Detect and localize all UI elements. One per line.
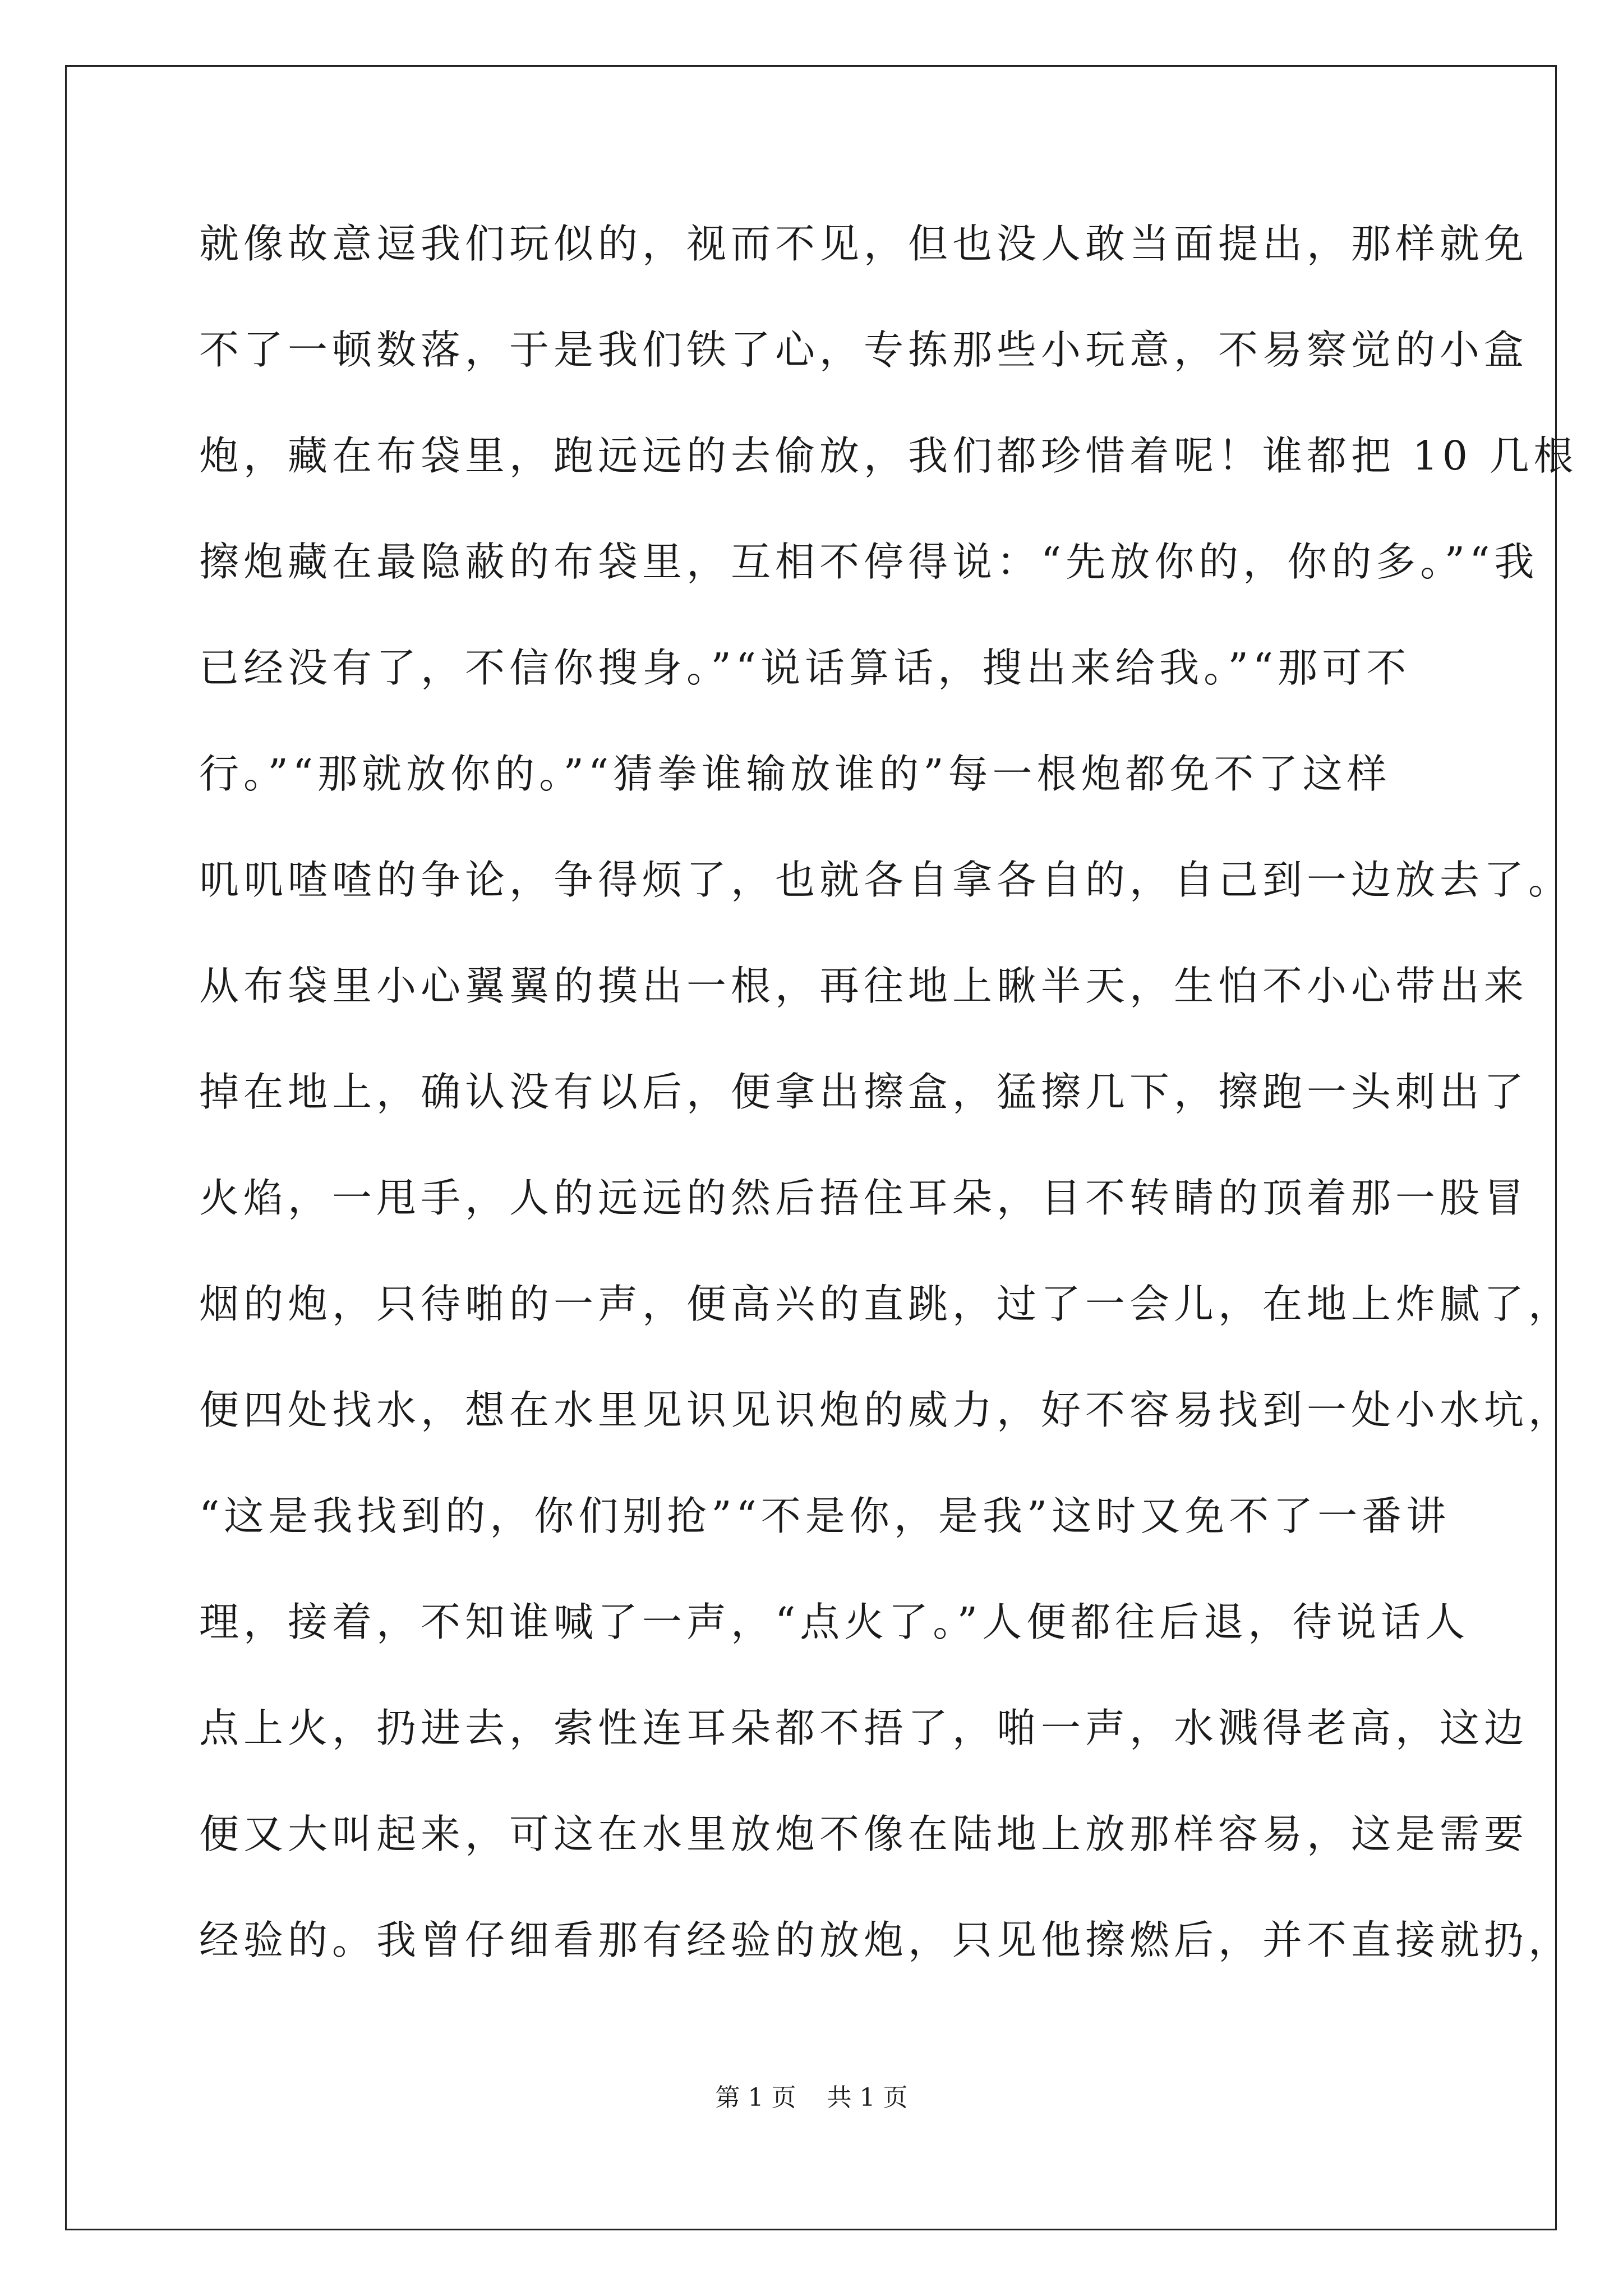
text-line: 理，接着，不知谁喊了一声，“点火了。”人便都往后退，待说话人 — [199, 1599, 1470, 1645]
text-line: 便又大叫起来，可这在水里放炮不像在陆地上放那样容易，这是需要 — [199, 1811, 1529, 1857]
text-line: 就像故意逗我们玩似的，视而不见，但也没人敢当面提出，那样就免 — [199, 220, 1529, 267]
text-line: 烟的炮，只待啪的一声，便高兴的直跳，过了一会儿，在地上炸腻了， — [199, 1281, 1573, 1327]
text-line: 掉在地上，确认没有以后，便拿出擦盒，猛擦几下，擦跑一头刺出了 — [199, 1069, 1529, 1115]
text-line: 已经没有了，不信你搜身。”“说话算话，搜出来给我。”“那可不 — [199, 645, 1411, 691]
text-line: 经验的。我曾仔细看那有经验的放炮，只见他擦燃后，并不直接就扔， — [199, 1917, 1573, 1963]
text-line: “这是我找到的，你们别抢”“不是你，是我”这时又免不了一番讲 — [199, 1493, 1451, 1539]
text-line: 叽叽喳喳的争论，争得烦了，也就各自拿各自的，自己到一边放去了。 — [199, 857, 1573, 903]
text-line: 便四处找水，想在水里见识见识炮的威力，好不容易找到一处小水坑， — [199, 1387, 1573, 1433]
text-line: 炮，藏在布袋里，跑远远的去偷放，我们都珍惜着呢！谁都把 10 几根 — [199, 432, 1578, 479]
document-body — [199, 215, 1578, 2017]
text-line: 点上火，扔进去，索性连耳朵都不捂了，啪一声，水溅得老高，这边 — [199, 1705, 1529, 1751]
page-number: 第 1 页 — [715, 2083, 796, 2112]
page-footer — [0, 2081, 1623, 2115]
text-line: 擦炮藏在最隐蔽的布袋里，互相不停得说：“先放你的，你的多。”“我 — [199, 539, 1539, 585]
page-total: 共 1 页 — [827, 2083, 908, 2112]
text-line: 从布袋里小心翼翼的摸出一根，再往地上瞅半天，生怕不小心带出来 — [199, 963, 1529, 1009]
text-line: 火焰，一甩手，人的远远的然后捂住耳朵，目不转睛的顶着那一股冒 — [199, 1175, 1529, 1221]
text-line: 行。”“那就放你的。”“猜拳谁输放谁的”每一根炮都免不了这样 — [199, 751, 1391, 797]
text-line: 不了一顿数落，于是我们铁了心，专拣那些小玩意，不易察觉的小盒 — [199, 326, 1529, 373]
